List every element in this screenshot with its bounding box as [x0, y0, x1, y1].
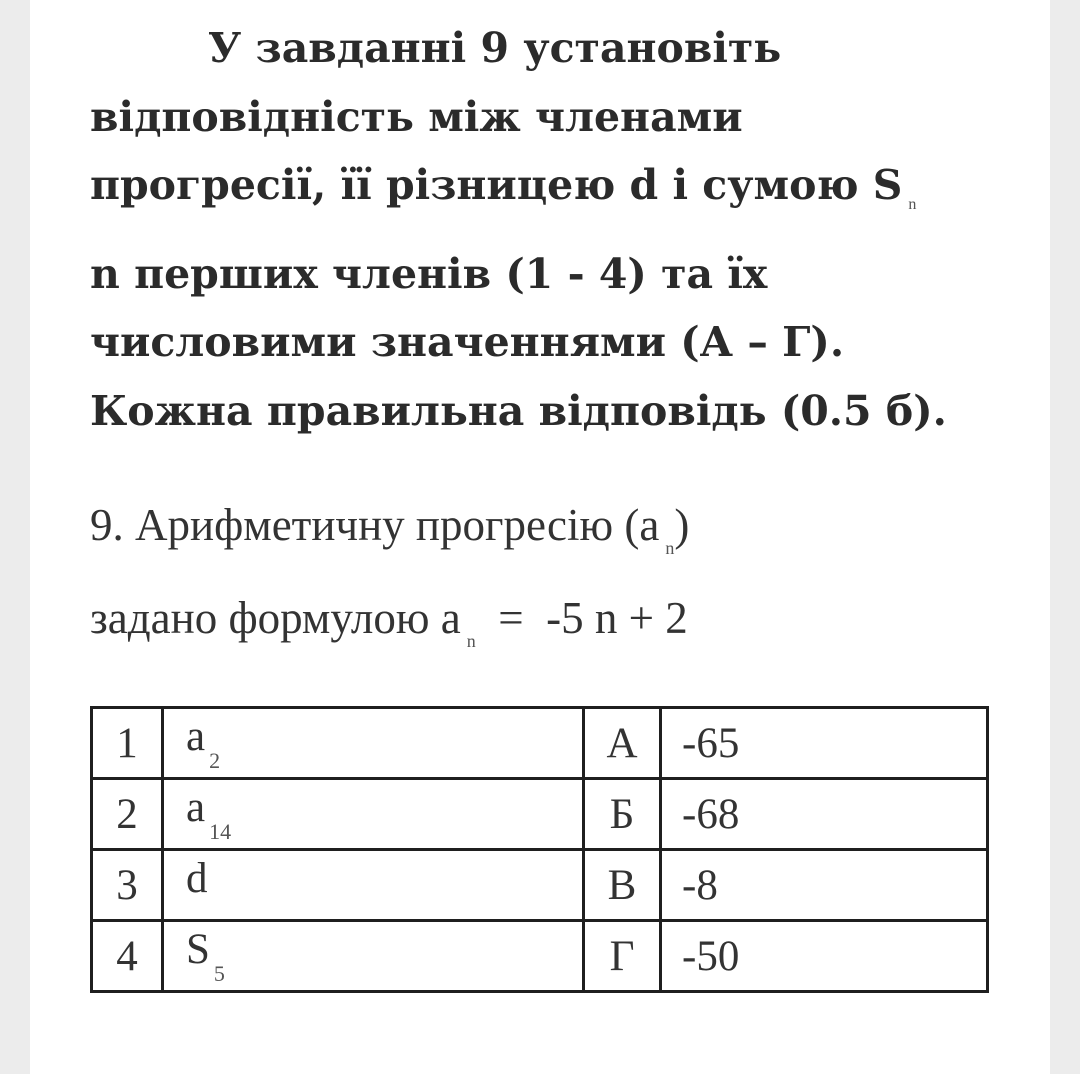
answer-value: -65 [661, 708, 988, 779]
problem-statement [90, 490, 1010, 676]
formula-rhs: = -5 n + 2 [475, 593, 688, 643]
problem-line-1: 9. Арифметичну прогресію (a [90, 500, 660, 550]
table-row [92, 921, 988, 992]
term-subscript: 2 [209, 748, 221, 773]
term-cell [163, 779, 584, 850]
formula-subscript: n [466, 631, 476, 651]
instruction-line-1: У завданні 9 установіть [208, 24, 782, 72]
problem-line-1-end: ) [674, 500, 690, 550]
instruction-line-5: числовими значеннями (А – Г). [90, 318, 845, 366]
table-row [92, 708, 988, 779]
task-instructions [90, 14, 1010, 445]
document-page [30, 0, 1050, 1074]
sequence-subscript: n [665, 538, 675, 558]
answer-value: -50 [661, 921, 988, 992]
sum-subscript: n [908, 196, 917, 213]
term-cell [163, 921, 584, 992]
row-number: 3 [92, 850, 163, 921]
term-cell [163, 850, 584, 921]
instruction-line-6: Кожна правильна відповідь (0.5 б). [90, 386, 947, 435]
instruction-line-3: прогресії, її різницею d і сумою S [90, 161, 903, 209]
problem-line-2: задано формулою a [90, 593, 461, 643]
instruction-line-4: n перших членів (1 - 4) та їх [90, 249, 768, 298]
term-symbol: S [186, 926, 210, 973]
matching-table [90, 706, 989, 993]
term-subscript: 5 [213, 961, 225, 986]
answer-letter: Б [584, 779, 661, 850]
term-symbol: d [186, 855, 208, 902]
instruction-line-2: відповідність між членами [90, 92, 743, 141]
row-number: 2 [92, 779, 163, 850]
answer-value: -68 [661, 779, 988, 850]
term-symbol: a [186, 784, 206, 831]
row-number: 1 [92, 708, 163, 779]
term-subscript: 14 [209, 819, 232, 844]
term-cell [163, 708, 584, 779]
row-number: 4 [92, 921, 163, 992]
answer-letter: В [584, 850, 661, 921]
answer-value: -8 [661, 850, 988, 921]
answer-letter: Г [584, 921, 661, 992]
table-row [92, 850, 988, 921]
term-symbol: a [186, 713, 206, 760]
table-row [92, 779, 988, 850]
answer-letter: А [584, 708, 661, 779]
